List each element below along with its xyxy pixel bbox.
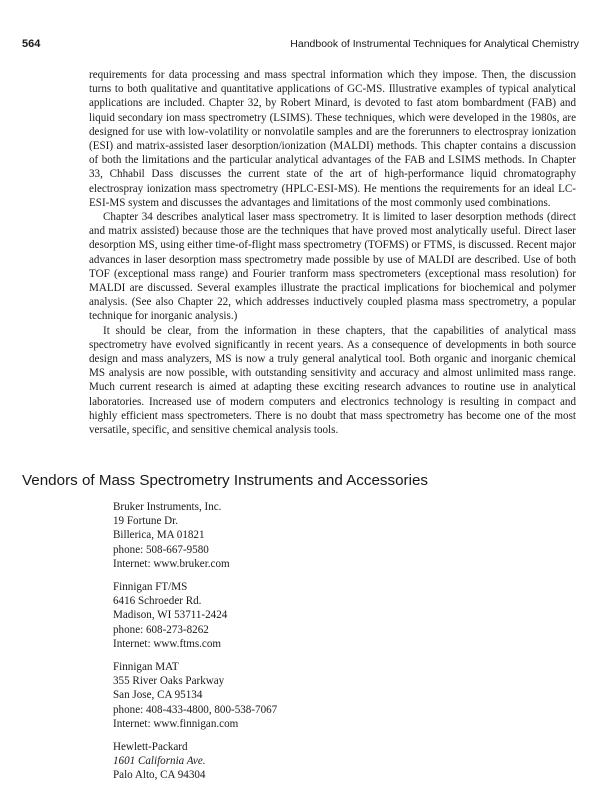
running-head: Handbook of Instrumental Techniques for Analytical Chemistry xyxy=(290,38,579,50)
vendor-phone: phone: 408-433-4800, 800-538-7067 xyxy=(113,703,278,716)
paragraph-3: It should be clear, from the information in these chapters, that the capabilities of analytical mass spectrometry have evolved significantly in recent years. As a consequence of developments in both source design and mass analyzers, MS is now a truly general analytical tool. Both organic and inorganic chemical MS analysis are now possible, with outstanding sensitivity and accuracy and almost unlimited mass range. Much current research is aimed at adapting these exciting research advances to routine use in analytical laboratories. Increased use of modern computers and electronics technology is resulting in compact and highly efficient mass spectrometers. There is no doubt that mass spectrometry has become one of the most versatile, specific, and sensitive chemical analysis tools. xyxy=(89,324,576,437)
vendor-phone: phone: 508-667-9580 xyxy=(113,543,209,556)
vendor-entry-finnigan-ftms xyxy=(113,580,277,651)
vendor-city: Palo Alto, CA 94304 xyxy=(113,769,206,782)
section-heading: Vendors of Mass Spectrometry Instruments and Accessories xyxy=(22,472,429,489)
vendor-entry-finnigan-mat xyxy=(113,660,277,731)
vendor-name: Finnigan MAT xyxy=(113,661,179,674)
paragraph-1: requirements for data processing and mass spectral information which they impose. Then, the discussion turns to both qualitative and quantitative applications of GC-MS. Illustrative examples of typical analytical applications are included. Chapter 32, by Robert Minard, is devoted to fast atom bombardment (FAB) and liquid secondary ion mass spectrometry (LSIMS). These techniques, which were developed in the 1980s, are designed for use with low-volatility or nonvolatile samples and are the forerunners to electrospray ionization (ESI) and matrix-assisted laser desorption/ionization (MALDI) methods. This chapter contains a discussion of both the limitations and the particular analytical advantages of the FAB and LSIMS methods. In Chapter 33, Chhabil Dass discusses the current state of the art of high-performance liquid chromatography electrospray ionization mass spectrometry (HPLC-ESI-MS). He mentions the requirements for an ideal LC-ESI-MS system and discusses the advantages and limitations of the most commonly used combinations. xyxy=(89,69,576,209)
vendor-street: 19 Fortune Dr. xyxy=(113,515,179,528)
vendor-name: Hewlett-Packard xyxy=(113,741,188,754)
vendor-entry-hewlett-packard xyxy=(113,740,277,783)
vendor-city: Madison, WI 53711-2424 xyxy=(113,609,228,622)
vendor-street: 1601 California Ave. xyxy=(113,755,206,768)
vendor-internet: Internet: www.finnigan.com xyxy=(113,717,239,730)
vendor-street: 355 River Oaks Parkway xyxy=(113,675,225,688)
vendor-list xyxy=(113,500,277,792)
vendor-name: Finnigan FT/MS xyxy=(113,581,188,594)
vendor-phone: phone: 608-273-8262 xyxy=(113,623,209,636)
vendor-internet: Internet: www.ftms.com xyxy=(113,637,222,650)
paragraph-2: Chapter 34 describes analytical laser mass spectrometry. It is limited to laser desorption methods (direct and matrix assisted) because those are the techniques that have proved most analytically useful. Direct laser desorption MS, using either time-of-flight mass spectrometry (TOFMS) or FTMS, is discussed. Recent major advances in laser desorption mass spectrometry made possible by use of MALDI are described. Use of both TOF (exceptional mass range) and Fourier tranform mass spectrometers (exceptional mass resolution) for MALDI are discussed. Several examples illustrate the practical implications for biochemical and polymer analysis. (See also Chapter 22, which addresses inductively coupled plasma mass spectrometry, a popular technique for inorganic analysis.) xyxy=(89,211,576,323)
body-text xyxy=(89,68,576,437)
vendor-city: San Jose, CA 95134 xyxy=(113,689,203,702)
vendor-entry-bruker xyxy=(113,500,277,571)
vendor-name: Bruker Instruments, Inc. xyxy=(113,501,222,513)
vendor-city: Billerica, MA 01821 xyxy=(113,529,205,542)
page-number: 564 xyxy=(22,38,41,50)
vendor-street: 6416 Schroeder Rd. xyxy=(113,595,202,608)
vendor-internet: Internet: www.bruker.com xyxy=(113,557,230,570)
